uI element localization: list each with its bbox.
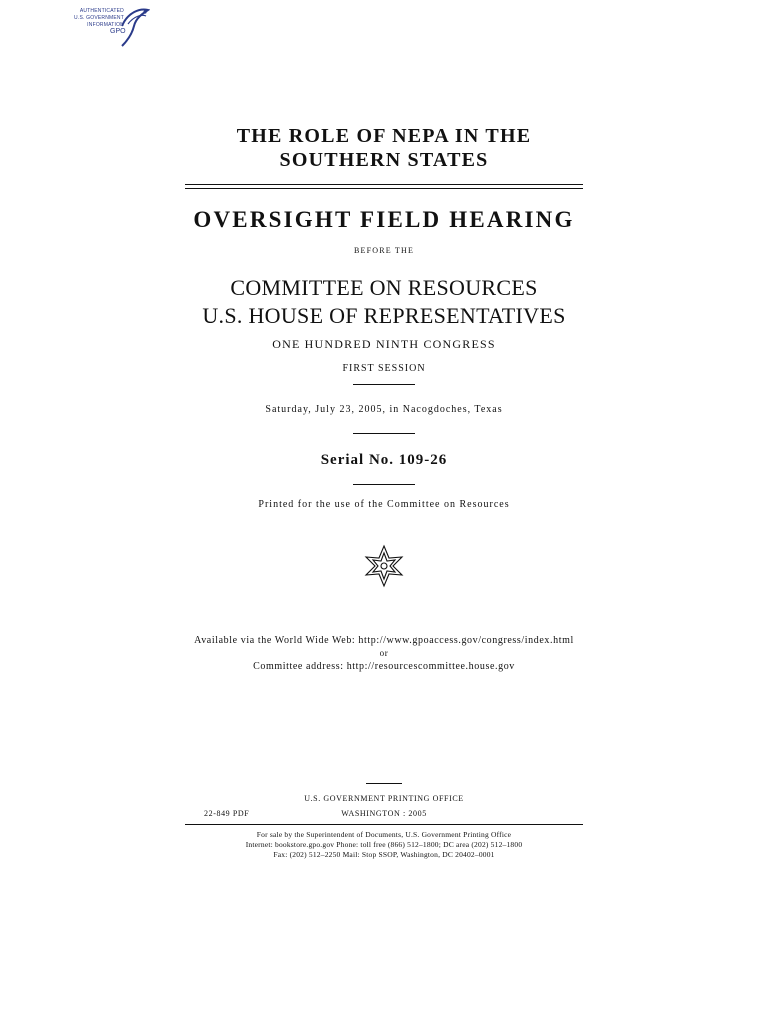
sale-info-line-3: Fax: (202) 512–2250 Mail: Stop SSOP, Washington, DC 20402–0001 — [273, 850, 495, 859]
printed-for-note: Printed for the use of the Committee on Resources — [258, 499, 510, 510]
title-divider-bottom — [185, 188, 583, 189]
section-divider — [353, 433, 415, 434]
serial-number: Serial No. 109-26 — [320, 452, 448, 468]
eagle-icon — [118, 6, 150, 48]
footer-divider — [185, 824, 583, 825]
document-number: 22-849 PDF — [204, 809, 250, 818]
city-year: WASHINGTON : 2005 — [341, 809, 427, 818]
committee-name: COMMITTEE ON RESOURCES — [230, 275, 538, 300]
seal-text-line: INFORMATION — [87, 22, 124, 28]
star-emblem-icon — [362, 544, 406, 588]
hearing-type: OVERSIGHT FIELD HEARING — [193, 207, 575, 232]
sale-info-line-2: Internet: bookstore.gpo.gov Phone: toll free (866) 512–1800; DC area (202) 512–1800 — [245, 840, 523, 849]
printing-office: U.S. GOVERNMENT PRINTING OFFICE — [304, 794, 464, 803]
gpo-authentication-seal — [62, 6, 152, 48]
house-name: U.S. HOUSE OF REPRESENTATIVES — [202, 303, 566, 328]
report-title-line-2: SOUTHERN STATES — [279, 149, 489, 171]
seal-gpo-mark: GPO — [110, 28, 126, 35]
section-divider — [353, 384, 415, 385]
report-title-line-1: THE ROLE OF NEPA IN THE — [236, 125, 532, 147]
committee-address: Committee address: http://resourcescommittee.house.gov — [253, 661, 515, 672]
sale-info-line-1: For sale by the Superintendent of Documents, U.S. Government Printing Office — [256, 830, 512, 839]
section-divider — [353, 484, 415, 485]
seal-text-line: U.S. GOVERNMENT — [74, 15, 124, 21]
footer-divider-short — [366, 783, 402, 784]
session-label: FIRST SESSION — [342, 363, 426, 374]
date-location: Saturday, July 23, 2005, in Nacogdoches, Texas — [265, 404, 503, 415]
seal-text-line: AUTHENTICATED — [79, 8, 124, 14]
web-availability: Available via the World Wide Web: http://www.gpoaccess.gov/congress/index.html — [194, 635, 574, 646]
or-separator: or — [379, 648, 389, 658]
congress-label: ONE HUNDRED NINTH CONGRESS — [272, 337, 496, 351]
before-the-label: BEFORE THE — [353, 246, 415, 255]
title-divider-top — [185, 184, 583, 185]
